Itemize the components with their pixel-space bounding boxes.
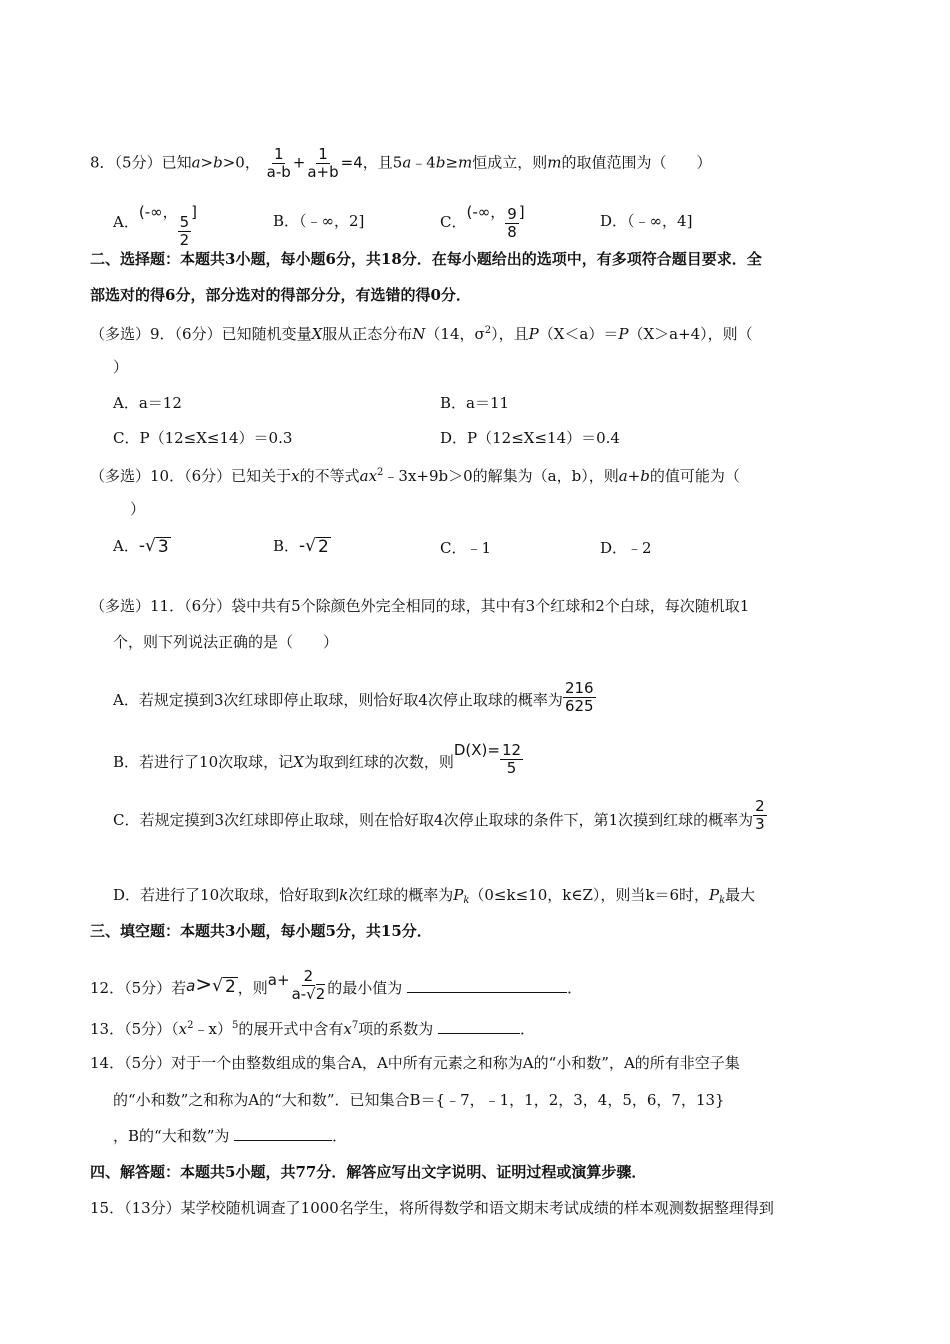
q8-option-b: B．（﹣∞，2] (273, 212, 365, 230)
q14-answer-blank[interactable] (234, 1126, 332, 1141)
q10-paren-close: ） (130, 500, 146, 518)
q10-option-d: D．﹣2 (600, 539, 652, 557)
q12-stem: 12．（5分）若a> √ 2 ，则a+ $\frac{2}{a-√2}$ 的最小值为 ． (90, 967, 583, 1003)
q13-stem: 13．（5分）$(x^2﹣x)^5$的展开式中含有$x^7$项的系数为 ． (90, 1020, 535, 1038)
q10-option-c: C．﹣1 (440, 539, 492, 557)
q9-option-c: C．P（12≤X≤14）＝0.3 (113, 429, 293, 447)
section-2-heading: 二、选择题：本题共3小题，每小题6分，共18分．在每小题给出的选项中，有多项符合题目要求．全 (90, 250, 762, 268)
q14-stem-end: ，B的“大和数”为 ． (113, 1127, 348, 1145)
q8-frac-2: $\frac{1}{a+b}$ (307, 145, 339, 181)
q11-option-b: B．若进行了10次取球，记X为取到红球的次数，则D(X)= $\frac{12}{5}$ (113, 741, 522, 777)
q11-option-a: A．若规定摸到3次红球即停止取球，则恰好取4次停止取球的概率为 $\frac{216}{625}$ (113, 679, 594, 715)
q8-option-d: D．（﹣∞，4] (600, 212, 693, 230)
q8-stem: 8．（5分）已知a>b>0， $\frac{1}{a-b}$ + $\frac{1}{a+b}$ =4，且5a﹣4b≥m恒成立，则m的取值范围为（ ） (90, 145, 712, 181)
q9-option-a: A．a＝12 (113, 394, 182, 412)
q14-stem: 14．（5分）对于一个由整数组成的集合A，A中所有元素之和称为A的“小和数”，A的所有非空子集 (90, 1054, 740, 1072)
q14-stem-cont: 的“小和数”之和称为A的“大和数”．已知集合B＝{﹣7，﹣1，1，2，3，4，5，6，7，13} (113, 1091, 725, 1109)
q9-option-d: D．P（12≤X≤14）＝0.4 (440, 429, 620, 447)
q9-paren-close: ） (113, 358, 129, 376)
section-4-heading: 四、解答题：本题共5小题，共77分．解答应写出文字说明、证明过程或演算步骤． (90, 1163, 647, 1181)
q11-option-c: C．若规定摸到3次红球即停止取球，则在恰好取4次停止取球的条件下，第1次摸到红球的概率为 $\frac{2}{3}$ (113, 797, 765, 833)
q11-stem: （多选）11．（6分）袋中共有5个除颜色外完全相同的球，其中有3个红球和2个白球，每次随机取1 (90, 597, 750, 615)
q8-option-c: C．(-∞， $\frac{9}{8}$ ] (440, 203, 525, 241)
q13-answer-blank[interactable] (438, 1019, 520, 1034)
q15-stem: 15．（13分）某学校随机调查了1000名学生，将所得数学和语文期末考试成绩的样本观测数据整理得到 (90, 1199, 774, 1217)
q9-option-b: B．a＝11 (440, 394, 510, 412)
q10-stem: （多选）10．（6分）已知关于x的不等式$ax^2﹣3x+9b>0$的解集为（a，b），则a+b的值可能为（ (90, 467, 740, 485)
section-2-heading-cont: 部选对的得6分，部分选对的得部分分，有选错的得0分． (90, 286, 471, 304)
q8-frac-1: $\frac{1}{a-b}$ (266, 145, 291, 181)
q9-stem: （多选）9．（6分）已知随机变量X服从正态分布N（14，$\sigma^2$），且P（X＜a）＝P（X＞a+4），则（ (90, 325, 753, 343)
q10-option-b: B． - √ 2 (273, 536, 329, 557)
q11-option-d: D．若进行了10次取球，恰好取到k次红球的概率为$P_k(0\le k\le 10$，k∈Z），则当k＝6时，$P_k$最大 (113, 886, 756, 906)
section-3-heading: 三、填空题：本题共3小题，每小题5分，共15分． (90, 922, 432, 940)
q10-option-a: A． - √ 3 (113, 536, 169, 557)
q11-stem-cont: 个，则下列说法正确的是（ ） (113, 633, 339, 651)
q8-option-a: A．(-∞， $\frac{5}{2}$ ] (113, 203, 198, 249)
q12-answer-blank[interactable] (407, 978, 567, 993)
